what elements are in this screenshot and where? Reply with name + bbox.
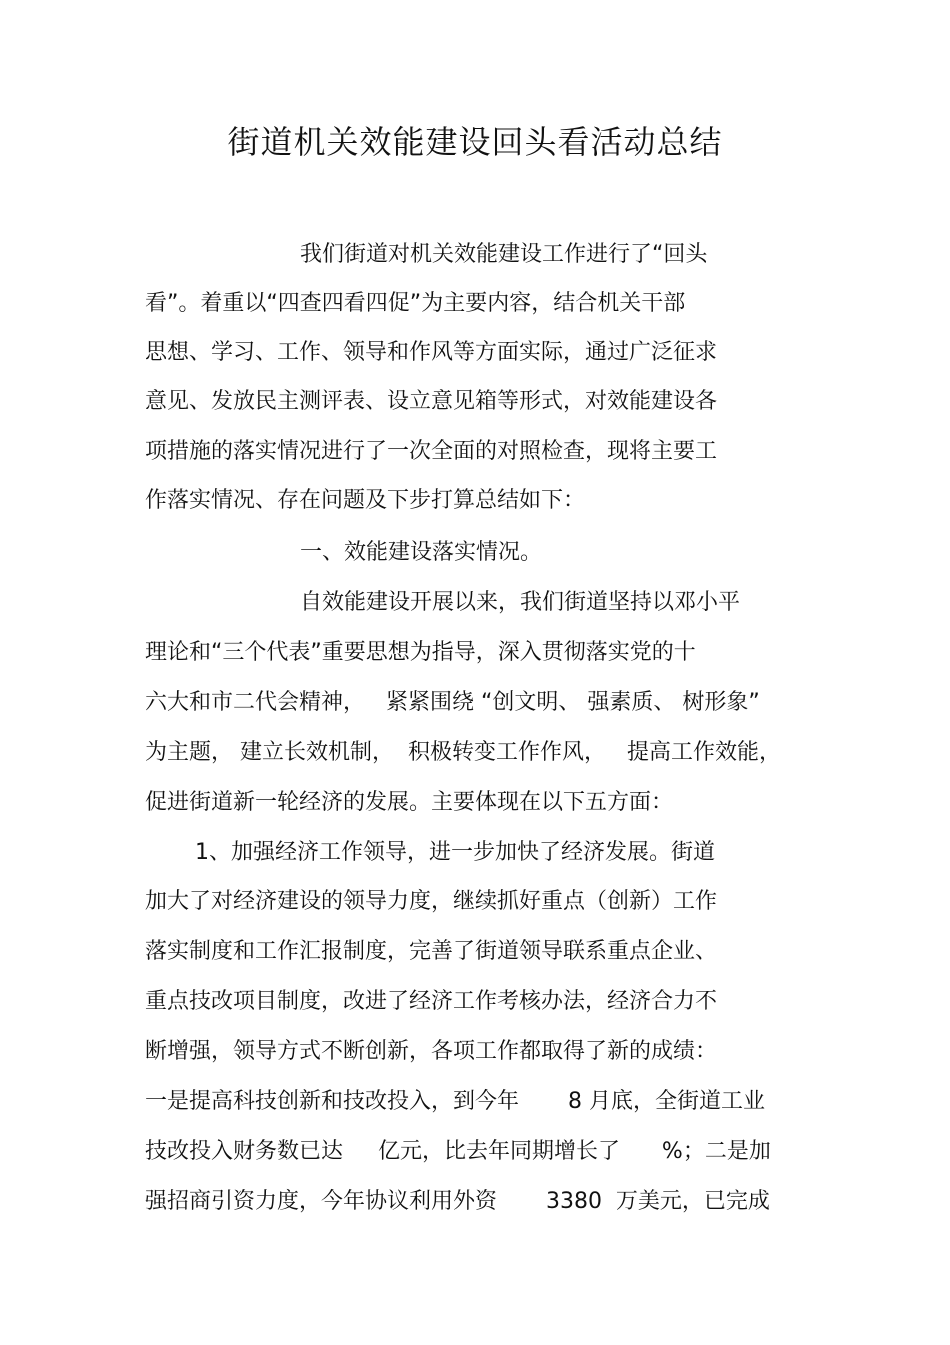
body-line: 我们街道对机关效能建设工作进行了“回头 (300, 242, 708, 267)
body-line: 意见、发放民主测评表、设立意见箱等形式，对效能建设各 (145, 389, 718, 414)
document-title: 街道机关效能建设回头看活动总结 (227, 123, 723, 161)
body-line: 强招商引资力度，今年协议利用外资 3380 万美元，已完成 (145, 1189, 770, 1214)
body-line: 技改投入财务数已达 亿元，比去年同期增长了 %；二是加 (145, 1139, 771, 1164)
body-line: 理论和“三个代表”重要思想为指导，深入贯彻落实党的十 (145, 640, 696, 665)
body-line: 一是提高科技创新和技改投入，到今年 8 月底，全街道工业 (145, 1089, 765, 1114)
body-line: 六大和市二代会精神， 紧紧围绕 “创文明、 强素质、 树形象” (145, 690, 760, 715)
body-line: 自效能建设开展以来，我们街道坚持以邓小平 (300, 590, 741, 615)
body-line: 作落实情况、存在问题及下步打算总结如下： (145, 488, 586, 513)
body-line: 思想、学习、工作、领导和作风等方面实际，通过广泛征求 (145, 340, 718, 365)
body-line: 加大了对经济建设的领导力度，继续抓好重点（创新）工作 (145, 889, 718, 914)
body-line: 落实制度和工作汇报制度，完善了街道领导联系重点企业、 (145, 939, 718, 964)
body-line: 项措施的落实情况进行了一次全面的对照检查，现将主要工 (145, 439, 718, 464)
item-heading: 1、加强经济工作领导，进一步加快了经济发展。街道 (195, 840, 715, 865)
section-heading: 一、效能建设落实情况。 (300, 540, 543, 565)
body-line: 重点技改项目制度，改进了经济工作考核办法，经济合力不 (145, 989, 718, 1014)
body-line: 促进街道新一轮经济的发展。主要体现在以下五方面： (145, 790, 674, 815)
body-line: 断增强，领导方式不断创新，各项工作都取得了新的成绩： (145, 1039, 718, 1064)
body-line: 为主题， 建立长效机制， 积极转变工作作风， 提高工作效能， (145, 740, 781, 765)
body-line: 看”。着重以“四查四看四促”为主要内容，结合机关干部 (145, 291, 686, 316)
